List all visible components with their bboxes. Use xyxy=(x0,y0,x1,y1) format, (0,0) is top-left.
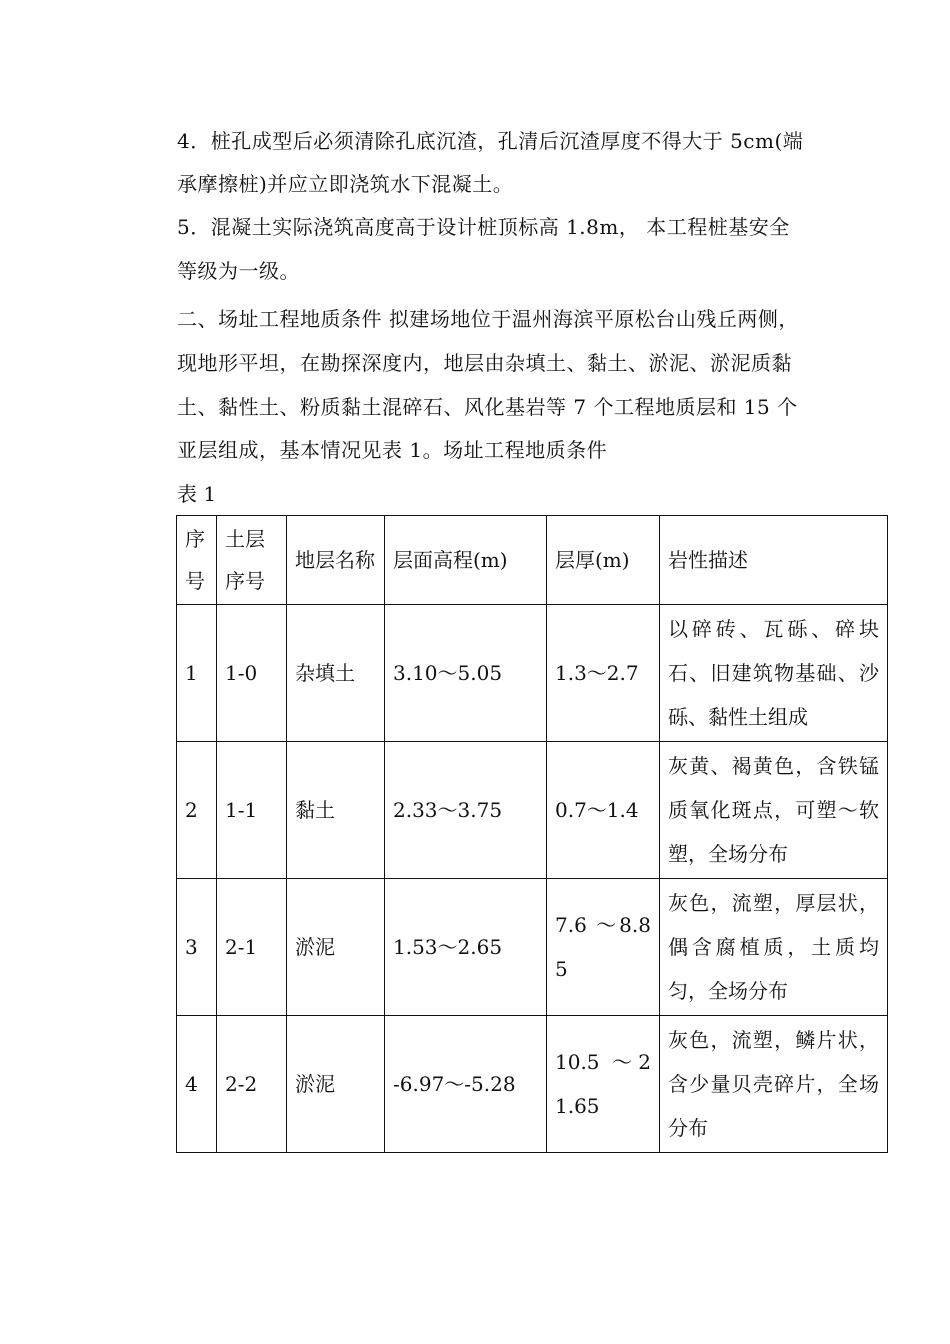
cell-layer-no: 2-2 xyxy=(217,1016,287,1153)
cell-thickness: 10.5 ～21.65 xyxy=(547,1016,660,1153)
cell-layer-no: 1-0 xyxy=(217,605,287,742)
table-row xyxy=(177,605,888,742)
geology-table xyxy=(176,515,888,1153)
cell-seq: 1 xyxy=(177,605,217,742)
section-2-line-4: 亚层组成，基本情况见表 1。场址工程地质条件 xyxy=(177,438,608,462)
cell-layer-no: 1-1 xyxy=(217,742,287,879)
header-elevation: 层面高程(m) xyxy=(385,516,547,605)
table-caption: 表 1 xyxy=(177,482,217,506)
cell-seq: 3 xyxy=(177,879,217,1016)
cell-seq: 4 xyxy=(177,1016,217,1153)
cell-elevation: -6.97～-5.28 xyxy=(385,1016,547,1153)
section-2-line-1: 二、场址工程地质条件 拟建场地位于温州海滨平原松台山残丘两侧， xyxy=(177,307,799,331)
cell-elevation: 3.10～5.05 xyxy=(385,605,547,742)
cell-seq: 2 xyxy=(177,742,217,879)
section-2-line-2: 现地形平坦，在勘探深度内，地层由杂填土、黏土、淤泥、淤泥质黏 xyxy=(177,351,792,375)
table-row xyxy=(177,1016,888,1153)
paragraph-4-line-1: 4．桩孔成型后必须清除孔底沉渣，孔清后沉渣厚度不得大于 5cm(端 xyxy=(177,129,804,153)
header-layer-no: 土层序号 xyxy=(217,516,287,605)
cell-description: 以碎砖、瓦砾、碎块石、旧建筑物基础、沙砾、黏性土组成 xyxy=(660,605,888,742)
cell-description: 灰黄、褐黄色，含铁锰质氧化斑点，可塑～软塑，全场分布 xyxy=(660,742,888,879)
header-seq: 序号 xyxy=(177,516,217,605)
section-2-line-3: 土、黏性土、粉质黏土混碎石、风化基岩等 7 个工程地质层和 15 个 xyxy=(177,395,798,419)
cell-thickness: 0.7～1.4 xyxy=(547,742,660,879)
cell-layer-name: 淤泥 xyxy=(287,879,385,1016)
header-layer-name: 地层名称 xyxy=(287,516,385,605)
cell-elevation: 2.33～3.75 xyxy=(385,742,547,879)
paragraph-5-line-2: 等级为一级。 xyxy=(177,259,300,283)
cell-elevation: 1.53～2.65 xyxy=(385,879,547,1016)
cell-layer-name: 黏土 xyxy=(287,742,385,879)
cell-thickness: 1.3～2.7 xyxy=(547,605,660,742)
cell-layer-name: 淤泥 xyxy=(287,1016,385,1153)
cell-layer-no: 2-1 xyxy=(217,879,287,1016)
header-description: 岩性描述 xyxy=(660,516,888,605)
paragraph-5-line-1: 5．混凝土实际浇筑高度高于设计桩顶标高 1.8m， 本工程桩基安全 xyxy=(177,215,790,239)
cell-description: 灰色，流塑，鳞片状，含少量贝壳碎片，全场分布 xyxy=(660,1016,888,1153)
table-row xyxy=(177,879,888,1016)
header-thickness: 层厚(m) xyxy=(547,516,660,605)
table-header-row xyxy=(177,516,888,605)
cell-description: 灰色，流塑，厚层状，偶含腐植质，土质均匀，全场分布 xyxy=(660,879,888,1016)
cell-layer-name: 杂填土 xyxy=(287,605,385,742)
cell-thickness: 7.6 ～8.85 xyxy=(547,879,660,1016)
table-row xyxy=(177,742,888,879)
paragraph-4-line-2: 承摩擦桩)并应立即浇筑水下混凝土。 xyxy=(177,172,514,196)
